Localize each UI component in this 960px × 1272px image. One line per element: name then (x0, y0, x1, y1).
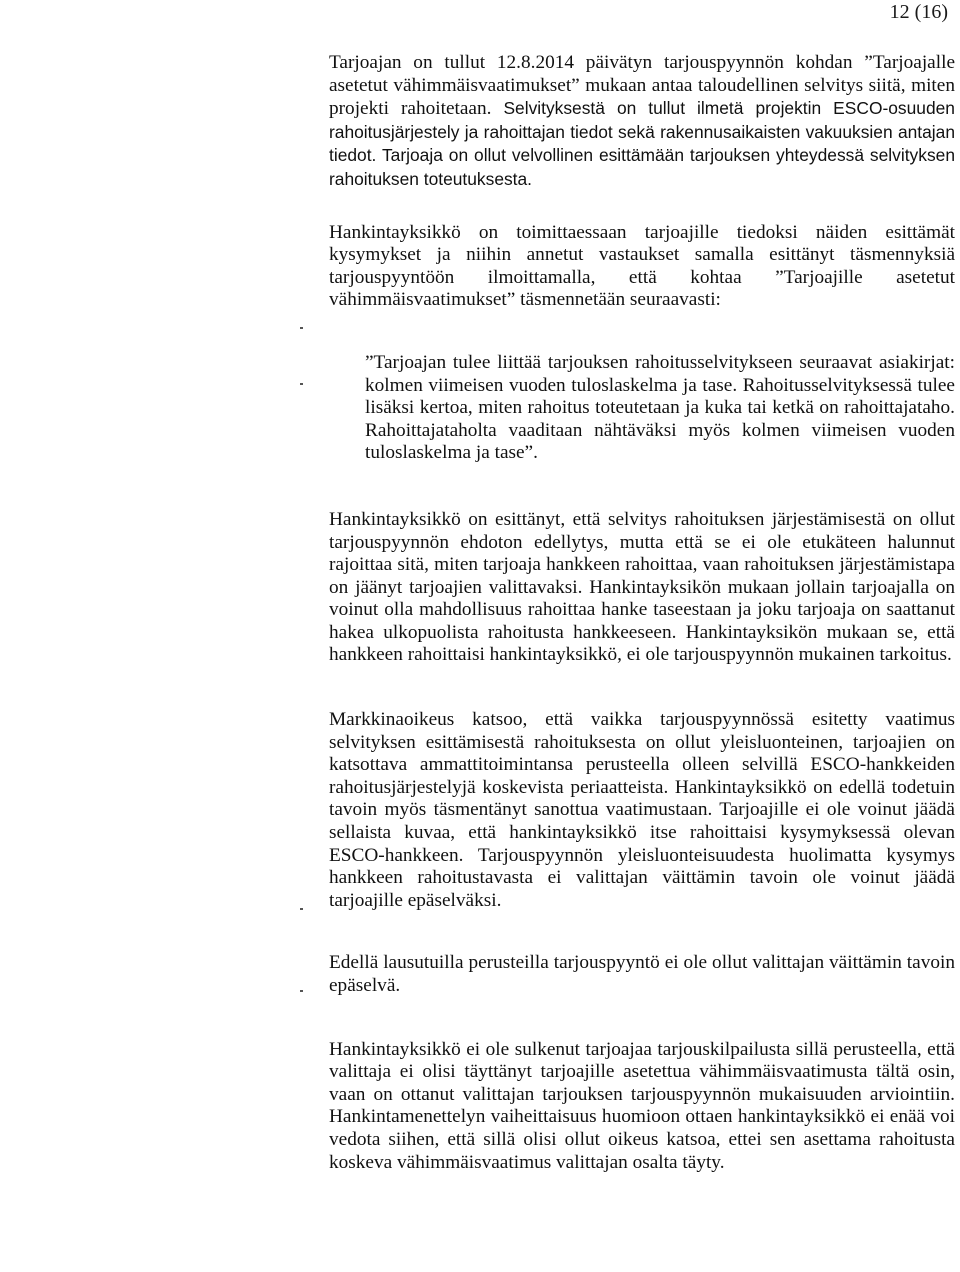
scan-speck (300, 327, 303, 329)
paragraph-clarification: Hankintayksikkö on toimittaessaan tarjoajille tiedoksi näiden esittämät kysymykset ja niihin annetut vastaukset samalla esittänyt täsmennyksiä tarjouspyyntöön ilmoittamalla, että kohtaa ”Tarjoajille asetetut vähimmäisvaatimukset” täsmennetään seuraavasti: (329, 221, 955, 311)
paragraph-rest: Selvityksestä on tullut ilmetä projektin ESCO-osuuden rahoitusjärjestely ja rahoittajan tiedot sekä rakennusaikaisten vakuuksien antajan tiedot. Tarjoaja on ollut velvollinen esittämään tarjouksen yhteydessä selvityksen rahoituksen toteutuksesta. (329, 98, 955, 189)
scan-speck (300, 908, 303, 910)
paragraph-contracting-entity-view: Hankintayksikkö on esittänyt, että selvitys rahoituksen järjestämisestä on ollut tarjouspyynnön ehdoton edellytys, mutta että se ei ole etukäteen halunnut rajoittaa sitä, miten tarjoaja hankkeen rahoittaa, vaan rahoituksen järjestämistapa on jäänyt tarjoajien valittavaksi. Hankintayksikön mukaan jollain tarjoajalla on voinut olla mahdollisuus rahoittaa hanke taseestaan ja joku tarjoaja on saattanut hakea ulkopuolista rahoitusta hankkeeseen. Hankintayksikön mukaan se, että hankkeen rahoittaisi hankintayksikkö, ei ole tarjouspyynnön mukainen tarkoitus. (329, 508, 955, 666)
paragraph-exclusion: Hankintayksikkö ei ole sulkenut tarjoajaa tarjouskilpailusta sillä perusteella, että valittaja ei olisi täyttänyt tarjoajille asetettua vähimmäisvaatimusta tältä osin, vaan on ottanut valittajan tarjouksen tarjouspyynnön mukaisuuden arviointiin. Hankintamenettelyn vaiheittaisuus huomioon ottaen hankintayksikkö ei enää voi vedota siihen, että sillä olisi ollut oikeus katsoa, ettei sen asettama rahoitusta koskeva vähimmäisvaatimus valittajan osalta täyty. (329, 1038, 955, 1173)
page-number: 12 (16) (889, 1, 948, 23)
paragraph-court-assessment: Markkinaoikeus katsoo, että vaikka tarjouspyynnössä esitetty vaatimus selvityksen esittämisestä rahoituksesta on ollut yleisluonteinen, tarjoajien on katsottava ammattitoimintansa perusteella olleen selvillä ESCO-hankkeiden rahoitusjärjestelyjä koskevista periaatteista. Hankintayksikkö on edellä todetuin tavoin myös täsmentänyt sanottua vaatimustaan. Tarjoajille ei ole voinut jäädä sellaista kuvaa, että hankintayksikkö itse rahoittaisi kysymyksessä olevan ESCO-hankkeen. Tarjouspyynnön yleisluonteisuudesta huolimatta kysymys hankkeen rahoitustavasta ei valittajan väittämin tavoin ole voinut jäädä tarjoajille epäselväksi. (329, 709, 955, 911)
document-body (329, 52, 955, 1174)
paragraph-lead: Tarjoajan on tullut 12.8.2014 päivätyn tarjouspyynnön kohdan ”Tarjoajalle asetetut vähimmäisvaatimukset” mukaan antaa taloudellinen selvitys siitä, miten projekti rahoitetaan. (329, 52, 955, 120)
paragraph-conclusion: Edellä lausutuilla perusteilla tarjouspyyntö ei ole ollut valittajan väittämin tavoin epäselvä. (329, 952, 955, 996)
scan-speck (300, 990, 303, 992)
scan-speck (300, 383, 303, 385)
quoted-requirement: ”Tarjoajan tulee liittää tarjouksen rahoitusselvitykseen seuraavat asiakirjat: kolmen viimeisen vuoden tuloslaskelma ja tase. Rahoitusselvityksessä tulee lisäksi kertoa, miten rahoitus toteutetaan ja kuka tai ketkä on rahoittajataho. Rahoittajataholta vaaditaan nähtäväksi myös kolmen viimeisen vuoden tuloslaskelma ja tase”. (365, 351, 955, 464)
paragraph-financing-requirement (329, 52, 955, 192)
